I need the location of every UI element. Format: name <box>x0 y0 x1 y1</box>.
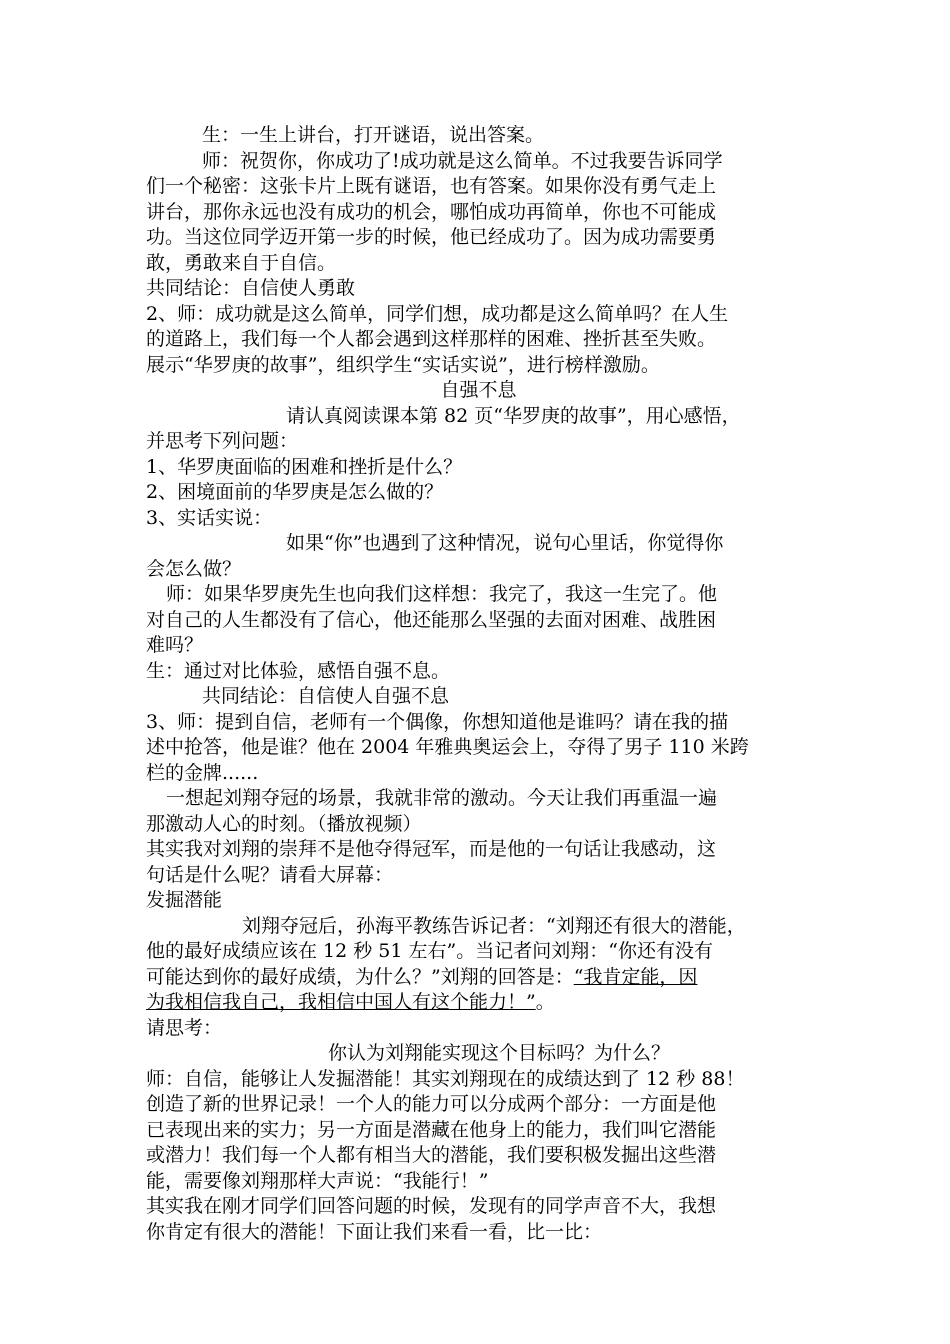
text-line: 刘翔夺冠后，孙海平教练告诉记者：“刘翔还有很大的潜能， <box>242 914 746 937</box>
text-line: 讲台，那你永远也没有成功的机会，哪怕成功再简单，你也不可能成 <box>146 200 717 223</box>
text-line: 3、师：提到自信，老师有一个偶像，你想知道他是谁吗？请在我的描 <box>146 710 729 733</box>
text-line <box>146 990 811 1016</box>
text-line: 生：通过对比体验，感悟自强不息。 <box>146 659 451 682</box>
text-line: 共同结论：自信使人自强不息 <box>202 685 450 707</box>
text-line: 或潜力！我们每一个人都有相当大的潜能，我们要积极发掘出这些潜 <box>146 1144 717 1166</box>
text-line: 1、华罗庚面临的困难和挫折是什么？ <box>146 455 463 478</box>
text-line: 句话是什么呢？请看大屏幕： <box>146 863 394 886</box>
text-line: 敢，勇敢来自于自信。 <box>146 251 337 274</box>
text-line: 难吗？ <box>146 634 204 656</box>
text-line: 会怎么做？ <box>146 557 242 580</box>
text-line: 对自己的人生都没有了信心，他还能那么坚强的去面对困难、战胜困 <box>146 608 717 631</box>
text-line <box>146 965 811 991</box>
document-body <box>146 123 811 1245</box>
text-line: 们一个秘密：这张卡片上既有谜语，也有答案。如果你没有勇气走上 <box>146 175 717 197</box>
text-line: 共同结论：自信使人勇敢 <box>146 277 356 299</box>
underlined-quote: “我肯定能，因 <box>573 965 698 988</box>
text-segment: 。 <box>535 991 555 1013</box>
text-line: 并思考下列问题： <box>146 430 299 452</box>
text-line: 一想起刘翔夺冠的场景，我就非常的激动。今天让我们再重温一遍 <box>166 787 718 809</box>
text-line: 的道路上，我们每一个人都会遇到这样那样的困难、挫折甚至失败。 <box>146 328 717 350</box>
text-line: 请思考： <box>146 1016 223 1039</box>
text-line: 请认真阅读课本第 82 页“华罗庚的故事”，用心感悟， <box>286 404 741 427</box>
text-line: 你认为刘翔能实现这个目标吗？为什么？ <box>328 1042 671 1064</box>
text-line: 他的最好成绩应该在 12 秒 51 左右”。当记者问刘翔：“你还有没有 <box>146 940 713 962</box>
text-line: 其实我对刘翔的崇拜不是他夺得冠军，而是他的一句话让我感动，这 <box>146 838 717 860</box>
text-line: 2、师：成功就是这么简单，同学们想，成功都是这么简单吗？在人生 <box>146 302 729 325</box>
text-line: 展示“华罗庚的故事”，组织学生“实话实说”，进行榜样激励。 <box>146 353 660 376</box>
text-line: 其实我在刚才同学们回答问题的时候，发现有的同学声音不大，我想 <box>146 1195 717 1217</box>
text-line: 2、困境面前的华罗庚是怎么做的？ <box>146 481 444 503</box>
text-line: 你肯定有很大的潜能！下面让我们来看一看，比一比： <box>146 1220 603 1243</box>
text-line: 生：一生上讲台，打开谜语，说出答案。 <box>202 124 545 146</box>
text-line: 能，需要像刘翔那样大声说：“我能行！” <box>146 1169 489 1192</box>
text-line: 栏的金牌...... <box>146 761 259 784</box>
text-segment: 可能达到你的最好成绩，为什么？”刘翔的回答是： <box>146 965 574 988</box>
text-line: 述中抢答，他是谁？他在 2004 年雅典奥运会上，夺得了男子 110 米跨 <box>146 736 749 758</box>
underlined-quote: 为我相信我自己，我相信中国人有这个能力！” <box>146 991 536 1013</box>
section-heading: 自强不息 <box>440 379 517 401</box>
section-heading: 发掘潜能 <box>146 889 223 911</box>
text-line: 那激动人心的时刻。（播放视频） <box>146 812 422 835</box>
text-line: 如果“你”也遇到了这种情况，说句心里话，你觉得你 <box>286 532 724 554</box>
text-line: 功。当这位同学迈开第一步的时候，他已经成功了。因为成功需要勇 <box>146 226 717 248</box>
text-line: 已表现出来的实力；另一方面是潜藏在他身上的能力，我们叫它潜能 <box>146 1118 717 1141</box>
text-line: 3、实话实说： <box>146 506 273 529</box>
text-line: 师：如果华罗庚先生也向我们这样想：我完了，我这一生完了。他 <box>166 583 718 605</box>
text-line: 师：祝贺你，你成功了!成功就是这么简单。不过我要告诉同学 <box>202 149 723 172</box>
text-line: 师：自信，能够让人发掘潜能！其实刘翔现在的成绩达到了 12 秒 88！ <box>146 1067 745 1090</box>
text-line: 创造了新的世界记录！一个人的能力可以分成两个部分：一方面是他 <box>146 1093 717 1115</box>
